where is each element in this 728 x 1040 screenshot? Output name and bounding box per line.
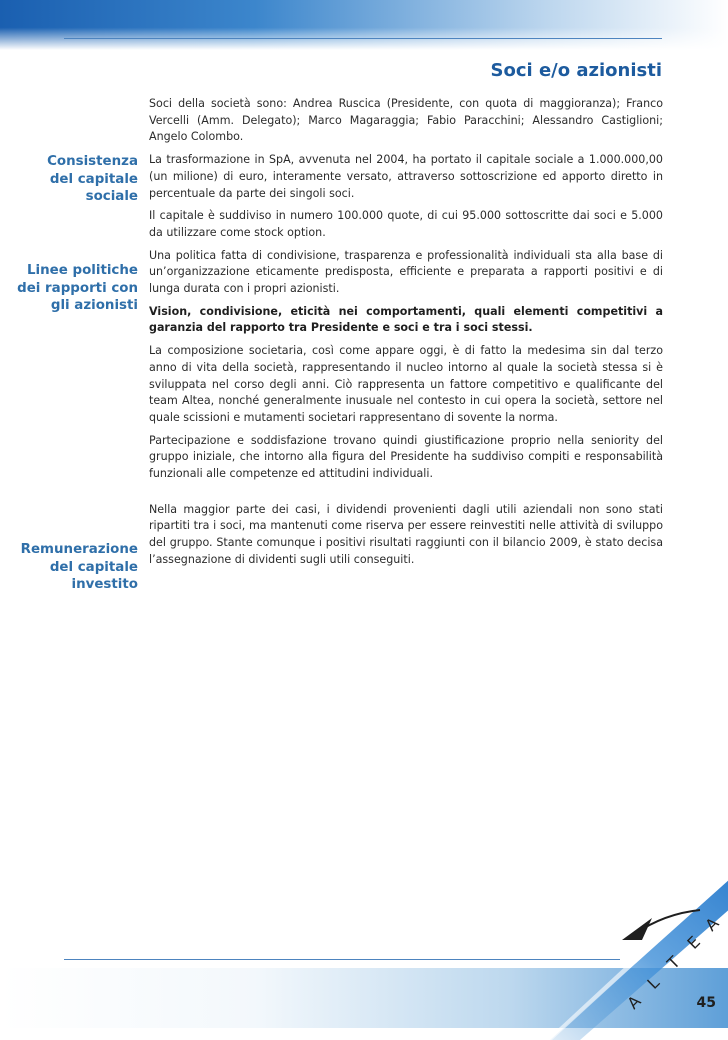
sidebar-label-text: Linee politiche dei rapporti con gli azionisti — [17, 263, 138, 313]
sidebar-label-remunerazione — [0, 541, 138, 594]
paragraph-politica: Una politica fatta di condivisione, trasparenza e professionalità individuali sta alla base di un’organizzazione eticamente predisposta, efficiente e preparata a rapporti positivi e di lunga durata con i propri azionisti. — [149, 248, 663, 296]
header-rule — [64, 38, 662, 39]
logo-letter-t: T — [663, 952, 684, 973]
sidebar-label-text: Remunerazione del capitale investito — [20, 542, 138, 592]
footer-rule — [64, 959, 620, 960]
paragraph-trasformazione: La trasformazione in SpA, avvenuta nel 2004, ha portato il capitale sociale a 1.000.000,00 (un milione) di euro, interamente versato, attraverso sottoscrizione ed apporto diretto in percentuale da parte dei singoli soci. — [149, 153, 663, 200]
header-gradient-bar — [0, 0, 728, 50]
logo-letter-l: L — [643, 973, 664, 993]
sidebar-label-consistenza — [0, 153, 138, 206]
logo-letter-a1: A — [623, 991, 645, 1013]
logo-letter-a2: A — [701, 913, 723, 935]
logo-letter-e: E — [683, 932, 704, 953]
paragraph-vision: Vision, condivisione, eticità nei comportamenti, quali elementi competitivi a garanzia del rapporto tra Presidente e soci e tra i soci stessi. — [149, 304, 663, 335]
sidebar-label-linee-politiche — [0, 262, 138, 315]
paragraph-composizione: La composizione societaria, così come appare oggi, è di fatto la medesima sin dal terzo anno di vita della società, rappresentando il nucleo intorno al quale la società stessa si è sviluppata nel corso degli anni. Ciò rappresenta un fattore competitivo e qualificante del team Altea, nonché generalmente inusuale nel contesto in cui opera la società, settore nel quale scissioni e mutamenti societari rappresentano di sovente la norma. — [149, 344, 663, 424]
page-number: 45 — [696, 995, 716, 1011]
logo-mark-icon — [622, 918, 652, 940]
sidebar-label-text: Consistenza del capitale sociale — [47, 154, 138, 204]
main-content — [149, 96, 663, 575]
page-title: Soci e/o azionisti — [490, 60, 662, 81]
paragraph-soci: Soci della società sono: Andrea Ruscica (Presidente, con quota di maggioranza); Franco Vercelli (Amm. Delegato); Marco Magaraggia; Fabio Paracchini; Alessandro Castiglioni; Angelo Colombo. — [149, 97, 663, 144]
paragraph-dividendi: Nella maggior parte dei casi, i dividendi provenienti dagli utili aziendali non sono stati ripartiti tra i soci, ma mantenuti come riserva per essere reinvestiti nelle attività di sviluppo del gruppo. Stante comunque i positivi risultati raggiunti con il bilancio 2009, è stato decisa l’assegnazione di dividenti sugli utili conseguiti. — [149, 502, 663, 566]
paragraph-capitale: Il capitale è suddiviso in numero 100.000 quote, di cui 95.000 sottoscritte dai soci e 5.000 da utilizzare come stock option. — [149, 209, 663, 239]
paragraph-partecipazione: Partecipazione e soddisfazione trovano quindi giustificazione proprio nella seniority del gruppo iniziale, che intorno alla figura del Presidente ha suddiviso compiti e responsabilità funzionali alle competenze ed attitudini individuali. — [149, 433, 663, 481]
